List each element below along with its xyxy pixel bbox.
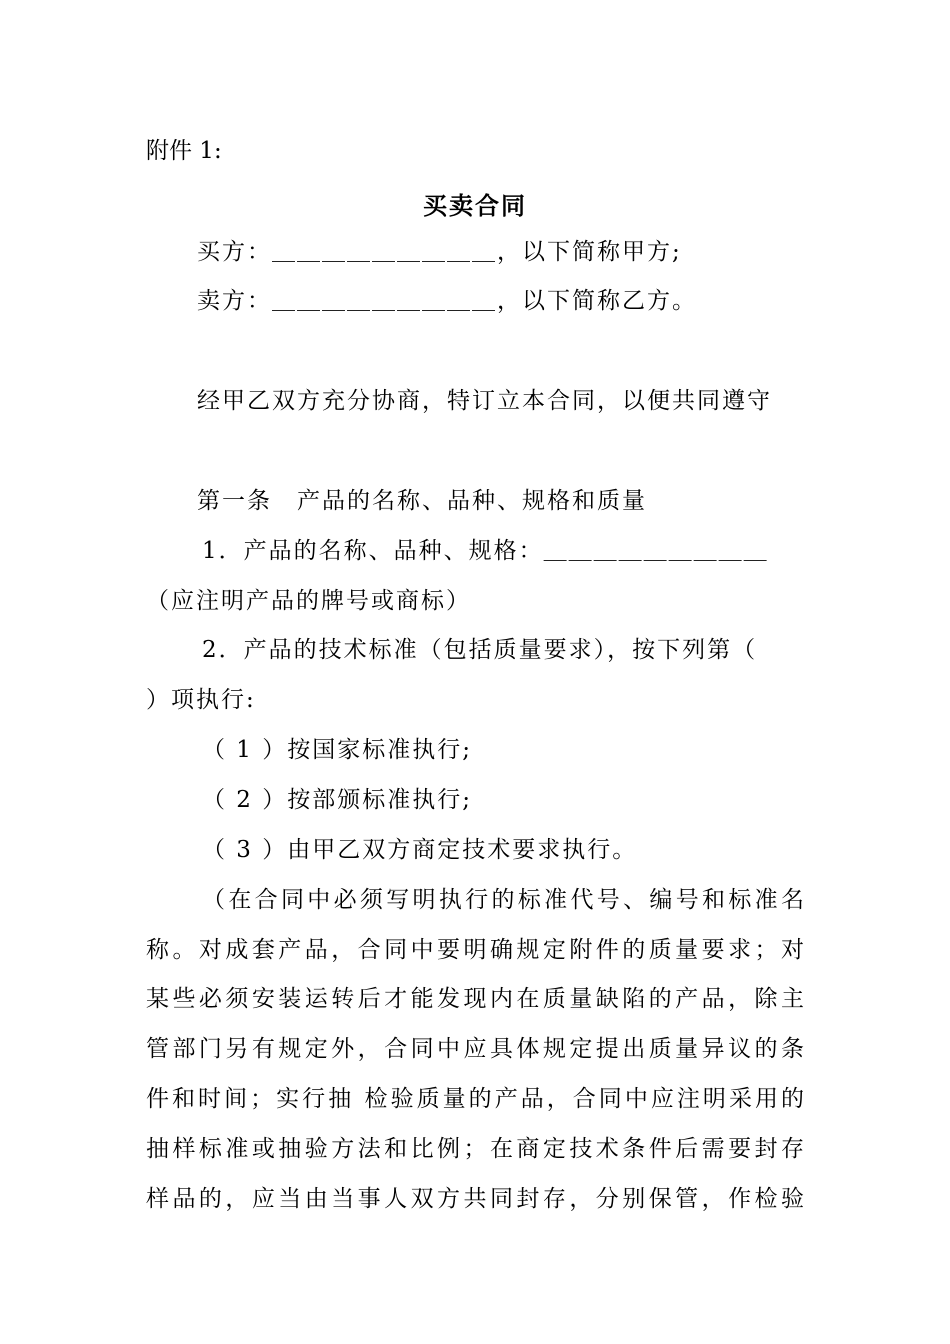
option-2: （ 2 ）按部颁标准执行; bbox=[202, 787, 473, 813]
article-1-item-1-note: （应注明产品的牌号或商标） bbox=[146, 588, 471, 614]
attachment-label: 附件 1: bbox=[146, 138, 222, 164]
note-line: 件和时间；实行抽 检验质量的产品，合同中应注明采用的 bbox=[146, 1086, 804, 1112]
option-3: （ 3 ）由甲乙双方商定技术要求执行。 bbox=[202, 837, 638, 863]
note-line: 样品的，应当由当事人双方共同封存，分别保管，作检验 bbox=[146, 1186, 804, 1212]
seller-line: 卖方：＿＿＿＿＿＿＿＿＿，以下简称乙方。 bbox=[197, 288, 697, 314]
note-line: （在合同中必须写明执行的标准代号、编号和标准名 bbox=[202, 887, 804, 913]
article-1-heading: 第一条 产品的名称、品种、规格和质量 bbox=[197, 488, 647, 514]
note-line: 某些必须安装运转后才能发现内在质量缺陷的产品，除主 bbox=[146, 986, 804, 1012]
intro-paragraph: 经甲乙双方充分协商，特订立本合同，以便共同遵守 bbox=[197, 388, 772, 414]
buyer-line: 买方：＿＿＿＿＿＿＿＿＿，以下简称甲方; bbox=[197, 239, 682, 265]
note-line: 抽样标准或抽验方法和比例；在商定技术条件后需要封存 bbox=[146, 1136, 804, 1162]
note-line: 称。对成套产品，合同中要明确规定附件的质量要求；对 bbox=[146, 937, 804, 963]
note-line: 管部门另有规定外，合同中应具体规定提出质量异议的条 bbox=[146, 1036, 804, 1062]
option-1: （ 1 ）按国家标准执行; bbox=[202, 737, 473, 763]
article-1-item-2: 2．产品的技术标准（包括质量要求），按下列第（ bbox=[202, 637, 758, 663]
article-1-item-1: 1．产品的名称、品种、规格：＿＿＿＿＿＿＿＿＿ bbox=[202, 538, 769, 564]
article-1-item-2-cont: ）项执行: bbox=[146, 687, 256, 713]
contract-title: 买卖合同 bbox=[423, 191, 527, 220]
